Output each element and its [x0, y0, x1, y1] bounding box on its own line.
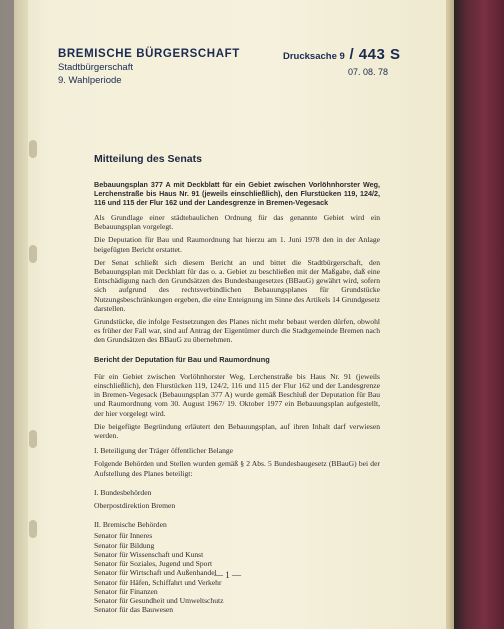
page-number: — 1 —	[214, 570, 241, 580]
list-item: Senator für Finanzen	[94, 586, 158, 596]
list-item: Senator für Soziales, Jugend und Sport	[94, 559, 213, 569]
list-item: Senator für das Bauwesen	[94, 605, 174, 615]
list-item: Senator für Inneres	[94, 531, 153, 541]
punch-hole-icon	[29, 520, 37, 538]
paragraph: Die beigefügte Begründung erläutert den Bebauungsplan, auf ihren Inhalt darf verwiesen werden.	[94, 421, 380, 441]
list-item: Senator für Häfen, Schiffahrt und Verkehr	[94, 577, 222, 587]
paragraph: Die Deputation für Bau und Raumordnung hat hierzu am 1. Juni 1978 den in der Anlage beigefügten Bericht erstattet.	[94, 235, 380, 254]
list-item: Senator für Wirtschaft und Außenhandel	[94, 568, 217, 578]
punch-hole-icon	[29, 140, 37, 158]
page-stack-edge	[446, 0, 454, 629]
list-item: Senator für Wissenschaft und Kunst	[94, 549, 204, 559]
drucksache-label: Drucksache 9	[283, 51, 345, 62]
section-heading: Bericht der Deputation für Bau und Raumordnung	[94, 354, 270, 364]
document-page	[14, 0, 446, 629]
document-date: 07. 08. 78	[348, 67, 389, 77]
paragraph: Für ein Gebiet zwischen Vorlöhnhorster Weg, Lerchenstraße bis Haus Nr. 91 (jeweils einschließlich), den Flurstücken 119, 124/2, 116 und 115 der Flur 162 und der Landesgrenze in Bremen-Vegesack (Bebauungsplan 377 A) wurde gemäß Beschluß der Deputation für Bau und Raumordnung vom 30. August 1967/ 19. Oktober 1977 ein Bebauungsplan aufgestellt, der hier vorgelegt wird.	[94, 371, 380, 418]
organization-name: BREMISCHE BÜRGERSCHAFT	[58, 48, 240, 60]
page-fold	[14, 0, 28, 629]
subsection-heading: I. Bundesbehörden	[94, 487, 152, 497]
drucksache-number: / 443 S	[349, 46, 401, 63]
list-item: Senator für Gesundheit und Umweltschutz	[94, 595, 224, 605]
paragraph: Grundstücke, die infolge Festsetzungen des Planes nicht mehr bebaut werden dürfen, obwohl es früher der Fall war, sind auf Antrag der Eigentümer durch die Stadtgemeinde Bremen nach den Grundsätzen des BBauG zu übernehmen.	[94, 317, 380, 345]
paragraph: Folgende Behörden und Stellen wurden gemäß § 2 Abs. 5 Bundesbaugesetz (BBauG) bei der Aufstellung des Planes beteiligt:	[94, 459, 380, 478]
legislative-period: 9. Wahlperiode	[58, 75, 122, 86]
list-item: Senator für Bildung	[94, 540, 155, 550]
paragraph: Der Senat schließt sich diesem Bericht an und bittet die Stadtbürgerschaft, den Bebauungsplan mit Deckblatt für das o. a. Gebiet zu beschließen mit der Maßgabe, daß eine Entschädigung nach den Grundsätzen des Bundesbaugesetzes (BBauG) gewährt wird, sofern sich aufgrund des rechtsverbindlichen Bebauungsplanes für Grundstücke Nutzungsbeschränkungen ergeben, die eine Enteignung im Sinne des Artikels 14 Grundgesetz darstellen.	[94, 257, 380, 313]
page-title: Mitteilung des Senats	[94, 153, 202, 165]
binder-spine	[454, 0, 504, 629]
punch-hole-icon	[29, 245, 37, 263]
document-number	[283, 46, 400, 63]
subsection-heading: II. Bremische Behörden	[94, 520, 167, 530]
paragraph: Als Grundlage einer städtebaulichen Ordnung für das genannte Gebiet wird ein Bebauungsplan vorgelegt.	[94, 213, 380, 232]
document-body	[94, 180, 380, 614]
subsection-heading: I. Beteiligung der Träger öffentlicher Belange	[94, 446, 234, 456]
chamber-name: Stadtbürgerschaft	[58, 62, 133, 73]
list-item: Oberpostdirektion Bremen	[94, 501, 176, 511]
lead-paragraph: Bebauungsplan 377 A mit Deckblatt für ein Gebiet zwischen Vorlöhnhorster Weg, Lerchenstraße bis Haus Nr. 91 (jeweils einschließlich), den Flurstücken 119, 124/2, 116 und 115 der Flur 162 und der Landesgrenze in Bremen-Vegesack	[94, 180, 380, 207]
punch-hole-icon	[29, 430, 37, 448]
